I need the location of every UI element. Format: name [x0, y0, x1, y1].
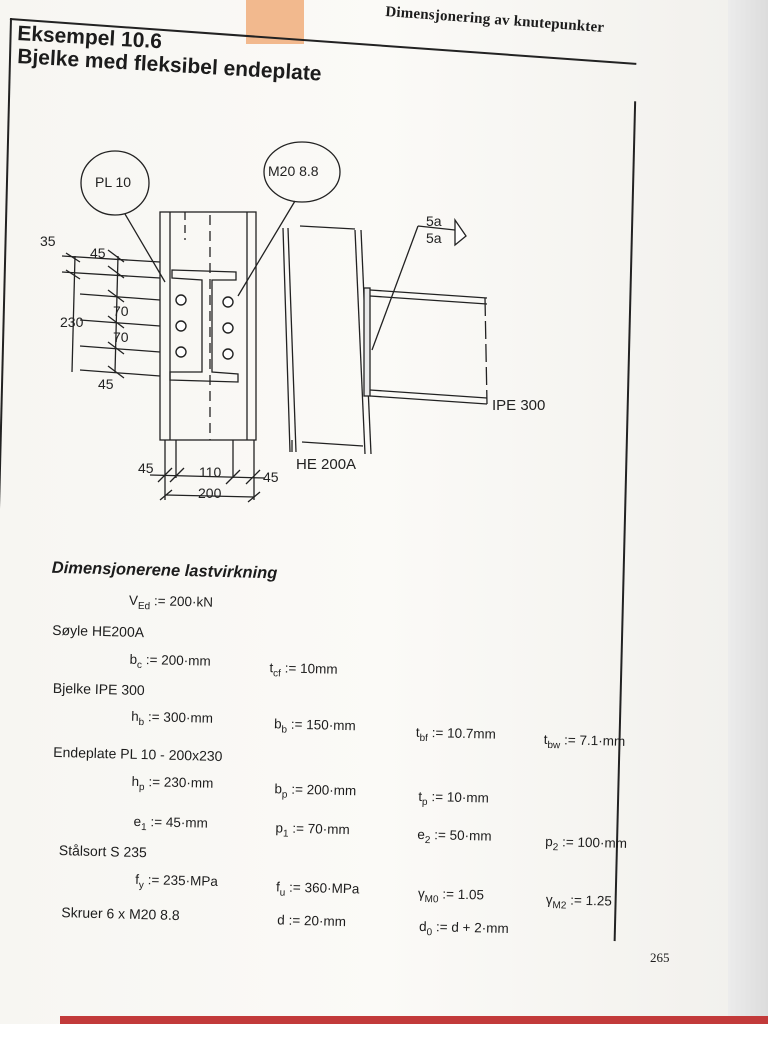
var-e-1: $e_1$ := 45·mm: [133, 813, 209, 834]
steel-heading: Stålsort S 235: [58, 842, 148, 861]
page-number: 265: [650, 950, 670, 965]
var-t-bf: $t_{bf}$ := 10.7mm: [415, 724, 497, 745]
var-b-p: $b_p$ := 200·mm: [274, 781, 357, 801]
column-section-label: HE 200A: [296, 456, 357, 473]
var-gamma-M0: $\gamma_{M0}$ := 1.05: [417, 885, 485, 906]
var-f-u: $f_u$ := 360·MPa: [275, 879, 360, 899]
var-d: d := 20·mm: [277, 912, 347, 930]
dim-35: 35: [40, 233, 56, 249]
dim-bottom-45-right: 45: [263, 469, 279, 485]
var-d-0: $d_0$ := d + 2·mm: [418, 918, 509, 939]
var-t-cf: $t_{cf}$ := 10mm: [269, 660, 338, 680]
var-V-Ed: $V_{Ed}$ := 200·kN: [128, 592, 214, 613]
dim-bottom-110: 110: [199, 464, 222, 480]
dim-70-b: 70: [113, 329, 129, 345]
dim-bottom-200: 200: [198, 485, 222, 501]
bolts-heading: Skruer 6 x M20 8.8: [61, 904, 180, 924]
dim-45-top: 45: [90, 245, 106, 261]
example-title: Bjelke med fleksibel endeplate: [16, 45, 323, 86]
var-t-bw: $t_{bw}$ := 7.1·mm: [543, 731, 626, 752]
var-gamma-M2: $\gamma_{M2}$ := 1.25: [545, 891, 613, 912]
column-heading: Søyle HE200A: [52, 621, 145, 641]
var-t-p: $t_p$ := 10·mm: [418, 788, 489, 809]
var-p-1: $p_1$ := 70·mm: [275, 820, 350, 840]
dim-70-a: 70: [113, 303, 129, 319]
dim-bottom-45-left: 45: [138, 460, 154, 476]
var-b-c: $b_c$ := 200·mm: [129, 651, 211, 672]
dim-45-bottom: 45: [98, 376, 114, 392]
var-p-2: $p_2$ := 100·mm: [545, 833, 628, 854]
running-header: Dimensjonering av knutepunkter: [384, 4, 605, 37]
section-heading: Dimensjonerene lastvirkning: [51, 558, 278, 583]
plate-callout-label: PL 10: [95, 174, 132, 190]
weld-size-bottom: 5a: [426, 230, 442, 246]
beam-section-label: IPE 300: [492, 397, 546, 414]
var-e-2: $e_2$ := 50·mm: [417, 826, 492, 847]
example-number: Eksempel 10.6: [16, 22, 163, 54]
weld-size-top: 5a: [426, 213, 442, 229]
var-b-b: $b_b$ := 150·mm: [273, 716, 356, 736]
bolt-callout-label: M20 8.8: [268, 163, 319, 179]
var-h-b: $h_b$ := 300·mm: [131, 708, 214, 729]
beam-heading: Bjelke IPE 300: [52, 679, 145, 699]
var-f-y: $f_y$ := 235·MPa: [135, 871, 219, 892]
var-h-p: $h_p$ := 230·mm: [131, 773, 214, 794]
dim-230: 230: [60, 314, 84, 330]
plate-heading: Endeplate PL 10 - 200x230: [53, 743, 223, 765]
